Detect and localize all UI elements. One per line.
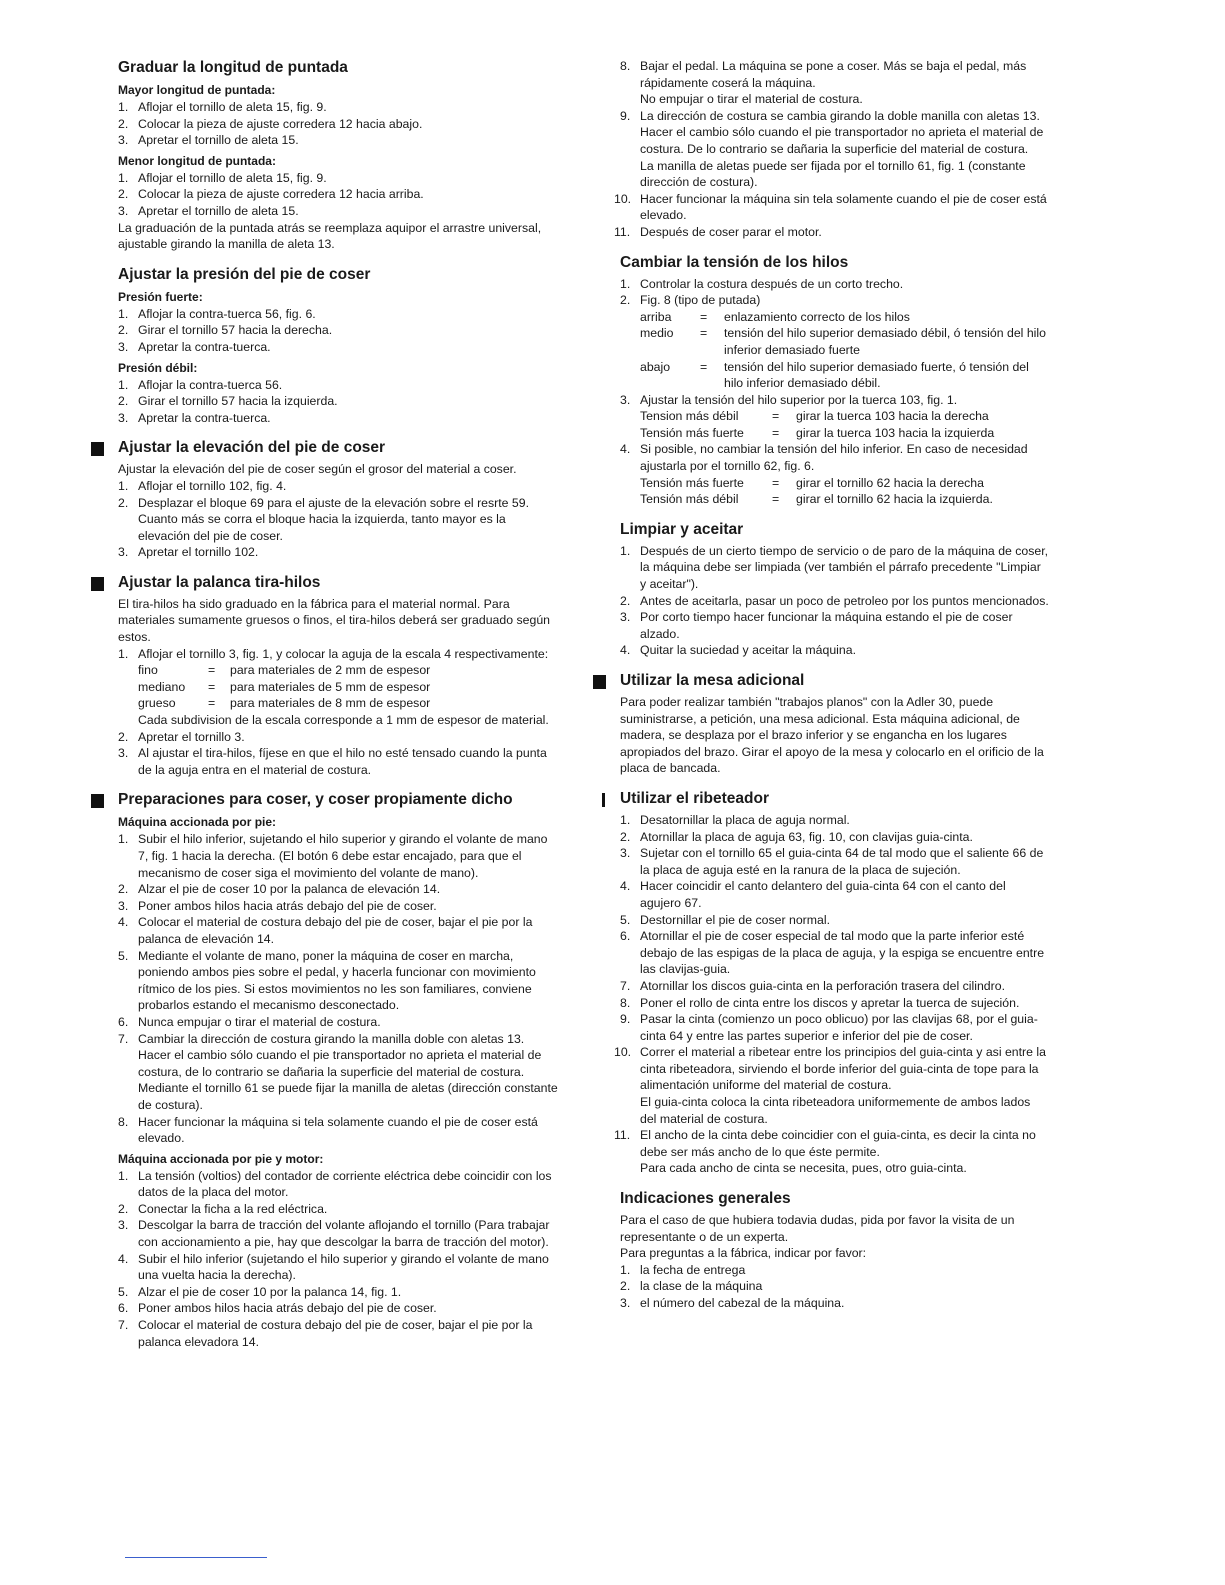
footer-rule — [125, 1557, 267, 1558]
subheading: Mayor longitud de puntada: — [118, 83, 276, 97]
section-title: Preparaciones para coser, y coser propiamente dicho — [118, 791, 513, 809]
list-item: 1. la fecha de entrega — [620, 1262, 746, 1277]
section-sewing-prep — [118, 790, 558, 1350]
section-heading — [118, 573, 558, 593]
section-title: Indicaciones generales — [620, 1190, 791, 1208]
section-title: Utilizar la mesa adicional — [620, 672, 805, 689]
list-item: 2. Conectar la ficha a la red eléctrica. — [118, 1201, 328, 1216]
list-item: 6. Atornillar el pie de coser especial de tal modo que la parte inferior esté debajo de las espigas de la placa de aguja, y la espiga se encuentre entre las clavijas-guia. — [620, 929, 1045, 977]
section-marker — [91, 577, 104, 591]
steps-list — [118, 646, 558, 779]
section-marker — [91, 794, 104, 808]
steps-list — [118, 99, 558, 149]
tension-table: Tensión más fuerte = girar el tornillo 62 hacia la derecha Tensión más débil = girar el tornillo 62 hacia la izquierda. — [640, 475, 993, 507]
steps-list — [620, 276, 1050, 508]
section-title: Limpiar y aceitar — [620, 520, 744, 538]
subheading: Máquina accionada por pie: — [118, 815, 277, 830]
section-general — [620, 1189, 1050, 1312]
list-item: 11. El ancho de la cinta debe coincidier con el guia-cinta, es decir la cinta no debe ser más ancho de lo que éste permite. Para cada ancho de cinta se necesita, pues, otro guia-cinta. — [614, 1128, 1036, 1176]
list-item: 5. Destornillar el pie de coser normal. — [620, 912, 831, 927]
list-item: 6. Nunca empujar o tirar el material de costura. — [118, 1014, 381, 1029]
section-heading — [118, 438, 558, 458]
paragraph: Ajustar la elevación del pie de coser según el grosor del material a coser. — [118, 462, 517, 477]
list-item: 9. Pasar la cinta (comienzo un poco oblicuo) por las clavijas 68, por el guia-cinta 64 y entre las partes superior e inferior del pie de coser. — [620, 1012, 1038, 1043]
list-item: 6. Poner ambos hilos hacia atrás debajo del pie de coser. — [118, 1301, 437, 1316]
section-binder — [614, 789, 1050, 1177]
list-item: 10. Correr el material a ribetear entre los principios del guia-cinta y asi entre la cinta ribeteadora, sirviendo el borde inferior del guia-cinta de tope para la alimentación uniforme del material de costura. El guia-cinta coloca la cinta ribeteadora uniformemente de ambos lados del material de costura. — [614, 1045, 1046, 1126]
section-take-up-lever — [118, 573, 558, 779]
list-item: 1. Desatornillar la placa de aguja normal. — [620, 812, 850, 827]
list-item: 1. Aflojar el tornillo 3, fig. 1, y colocar la aguja de la escala 4 respectivamente: fino = para materiales de 2 mm de espesor mediano = para materiales de 5 mm de espesor grueso = para materiales de 8 mm de espesor Cada subdivision de la escala corresponde a 1 mm de espesor de material. — [118, 646, 558, 729]
paragraph: La graduación de la puntada atrás se reemplaza aquipor el arrastre universal, ajustable girando la manilla de aleta 13. — [118, 220, 542, 252]
list-item: 3. Ajustar la tensión del hilo superior por la tuerca 103, fig. 1. Tension más débil = girar la tuerca 103 hacia la derecha Tensión más fuerte = girar la tuerca 103 hacia la izquierda — [620, 392, 1050, 442]
list-item: 4. Quitar la suciedad y aceitar la máquina. — [620, 643, 856, 658]
list-item: 9. La dirección de costura se cambia girando la doble manilla con aletas 13. Hacer el cambio sólo cuando el pie transportador no aprieta el material de costura. De lo contrario se dañaria la superficie del material de costura. La manilla de aletas puede ser fijada por el tornillo 61, fig. 1 (constante dirección de costura). — [620, 108, 1044, 190]
list-item: 5. Mediante el volante de mano, poner la máquina de coser en marcha, poniendo ambos pies sobre el pedal, y hacerla funcionar con movimiento rítmico de los pies. Si estos movimientos no les son familiares, conviene probarlos estando el mecanismo desconectado. — [118, 948, 536, 1013]
right-column — [614, 58, 1050, 1324]
steps-list — [118, 478, 558, 561]
section-title: Ajustar la palanca tira-hilos — [118, 573, 321, 591]
list-item: 1. Después de un cierto tiempo de servicio o de paro de la máquina de coser, la máquina debe ser limpiada (ver también el párrafo precedente "Limpiar y aceitar"). — [620, 543, 1049, 592]
list-item: 1. Aflojar el tornillo de aleta 15, fig. 9. — [118, 100, 327, 114]
list-item: 2. Desplazar el bloque 69 para el ajuste de la elevación sobre el resrte 59. Cuanto más se corra el bloque hacia la izquierda, tanto mayor es la elevación del pie de coser. — [118, 495, 530, 543]
section-heading — [118, 790, 558, 810]
list-item: 4. Colocar el material de costura debajo del pie de coser, bajar el pie por la palanca de elevación 14. — [118, 915, 533, 946]
list-item: 3. Apretar la contra-tuerca. — [118, 339, 271, 354]
list-item: 8. Poner el rollo de cinta entre los discos y apretar la tuerca de sujeción. — [620, 995, 1020, 1010]
list-item: 2. Alzar el pie de coser 10 por la palanca de elevación 14. — [118, 882, 441, 897]
list-item: 10. Hacer funcionar la máquina sin tela solamente cuando el pie de coser está elevado. — [614, 191, 1047, 223]
list-item: 8. Hacer funcionar la máquina si tela solamente cuando el pie de coser está elevado. — [118, 1114, 538, 1146]
section-title: Ajustar la presión del pie de coser — [118, 265, 371, 283]
section-title: Graduar la longitud de puntada — [118, 59, 348, 76]
list-item: 2. Atornillar la placa de aguja 63, fig. 10, con clavijas guia-cinta. — [620, 829, 973, 844]
steps-list — [118, 170, 558, 220]
list-item: 2. Colocar la pieza de ajuste corredera 12 hacia arriba. — [118, 187, 424, 202]
steps-list — [620, 1262, 1050, 1312]
subheading: Máquina accionada por pie y motor: — [118, 1151, 324, 1166]
list-item: 7. Cambiar la dirección de costura girando la manilla doble con aletas 13. Hacer el cambio sólo cuando el pie transportador no aprieta el material de costura, de lo contrario se dañaria la superficie del material de costura. Mediante el tornillo 61 se puede fijar la manilla de aletas (dirección constante de costura). — [118, 1031, 558, 1112]
steps-list — [620, 543, 1050, 659]
paragraph: Para poder realizar también "trabajos planos" con la Adler 30, puede suministrarse, a petición, una mesa adicional. Esta máquina adicional, de madera, se desplaza por el brazo inferior y se engancha en los lugares apropiados del brazo. Girar el apoyo de la mesa y colocarlo en el orificio de la placa de bancada. — [620, 695, 1044, 776]
subheading: Menor longitud de puntada: — [118, 153, 276, 168]
list-item: 3. Apretar la contra-tuerca. — [118, 410, 271, 425]
section-title: Cambiar la tensión de los hilos — [620, 253, 849, 271]
subheading: Presión fuerte: — [118, 289, 203, 304]
list-item: 1. La tensión (voltios) del contador de corriente eléctrica debe coincidir con los datos de la placa del motor. — [118, 1168, 552, 1200]
section-continuation — [614, 58, 1050, 241]
section-title: Utilizar el ribeteador — [620, 789, 770, 807]
figure-legend-table: arriba = enlazamiento correcto de los hilos medio = tensión del hilo superior demasiado débil, ó tensión del hilo inferior demasiado fuerte abajo = tensión del hilo superior demasiado fuerte, ó tensión del hilo inferior demasiado débil. — [640, 309, 1046, 391]
list-item: 3. Sujetar con el tornillo 65 el guia-cinta 64 de tal modo que el saliente 66 de la placa de aguja esté en la ranura de la placa de sujeción. — [620, 846, 1044, 877]
section-title: Ajustar la elevación del pie de coser — [118, 439, 386, 457]
list-item: 1. Aflojar el tornillo de aleta 15, fig. 9. — [118, 170, 327, 185]
list-item: 2. Girar el tornillo 57 hacia la izquierda. — [118, 394, 338, 409]
steps-list — [118, 306, 558, 356]
list-item: 11. Después de coser parar el motor. — [614, 224, 822, 239]
list-item: 3. Apretar el tornillo de aleta 15. — [118, 133, 299, 148]
subheading: Presión débil: — [118, 360, 198, 375]
list-item: 4. Si posible, no cambiar la tensión del hilo inferior. En caso de necesidad ajustarla por el tornillo 62, fig. 6. Tensión más fuerte = girar el tornillo 62 hacia la derecha Tensión más débil = girar el tornillo 62 hacia la izquierda. — [620, 441, 1050, 507]
list-item: 2. Girar el tornillo 57 hacia la derecha. — [118, 323, 333, 338]
list-item: 8. Bajar el pedal. La máquina se pone a coser. Más se baja el pedal, más rápidamente coserá la máquina. No empujar o tirar el material de costura. — [620, 59, 1027, 107]
list-item: 2. Apretar el tornillo 3. — [118, 729, 245, 744]
section-thread-tension — [620, 253, 1050, 508]
list-item: 7. Atornillar los discos guia-cinta en la perforación trasera del cilindro. — [620, 978, 1005, 993]
list-item: 2. Fig. 8 (tipo de putada) arriba = enlazamiento correcto de los hilos medio = tensión del hilo superior demasiado débil, ó tensión del hilo inferior demasiado fuerte abajo = tensión del hilo superior demasiado fuerte, ó tensión del hilo inferior demasiado débil. — [620, 292, 1050, 392]
paragraph: Para preguntas a la fábrica, indicar por favor: — [620, 1246, 867, 1261]
list-item: 4. Hacer coincidir el canto delantero del guia-cinta 64 con el canto del agujero 67. — [620, 879, 1006, 910]
section-cleaning — [620, 520, 1050, 659]
list-item: 7. Colocar el material de costura debajo del pie de coser, bajar el pie por la palanca elevadora 14. — [118, 1318, 533, 1349]
section-presser-lift — [118, 438, 558, 561]
list-item: 3. Descolgar la barra de tracción del volante aflojando el tornillo (Para trabajar con accionamiento a pie, hay que descolgar la barra de tracción del motor). — [118, 1218, 550, 1250]
section-stitch-length — [118, 58, 558, 253]
steps-list — [118, 831, 558, 1146]
list-item: 3. Apretar el tornillo de aleta 15. — [118, 203, 299, 218]
section-presser-pressure — [118, 265, 558, 427]
left-column — [118, 58, 558, 1362]
section-marker — [91, 442, 104, 456]
list-item: 2. la clase de la máquina — [620, 1279, 763, 1294]
list-item: 3. Al ajustar el tira-hilos, fíjese en que el hilo no esté tensado cuando la punta de la aguja entra en el material de costura. — [118, 746, 547, 777]
list-item: 3. Por corto tiempo hacer funcionar la máquina estando el pie de coser alzado. — [620, 610, 1013, 641]
scale-table: fino = para materiales de 2 mm de espesor mediano = para materiales de 5 mm de espesor grueso = para materiales de 8 mm de espesor — [138, 663, 431, 711]
list-item: 1. Aflojar la contra-tuerca 56. — [118, 377, 283, 392]
list-item: 3. Apretar el tornillo 102. — [118, 545, 259, 560]
paragraph: Para el caso de que hubiera todavia dudas, pida por favor la visita de un representante o de un experta. — [620, 1213, 1015, 1244]
steps-list — [118, 377, 558, 427]
list-item: 4. Subir el hilo inferior (sujetando el hilo superior y girando el volante de mano una vuelta hacia la derecha). — [118, 1251, 549, 1283]
list-item: 1. Aflojar la contra-tuerca 56, fig. 6. — [118, 306, 316, 321]
steps-list — [118, 1168, 558, 1351]
steps-list — [614, 812, 1050, 1177]
section-heading — [620, 671, 1050, 691]
list-item: 3. Poner ambos hilos hacia atrás debajo del pie de coser. — [118, 898, 437, 913]
paragraph: Cada subdivision de la escala corresponde a 1 mm de espesor de material. — [138, 713, 549, 728]
list-item: 5. Alzar el pie de coser 10 por la palanca 14, fig. 1. — [118, 1284, 402, 1299]
steps-list — [614, 58, 1050, 241]
list-item: 2. Colocar la pieza de ajuste corredera 12 hacia abajo. — [118, 116, 423, 131]
list-item: 2. Antes de aceitarla, pasar un poco de petroleo por los puntos mencionados. — [620, 593, 1049, 608]
paragraph: El tira-hilos ha sido graduado en la fábrica para el material normal. Para materiales sumamente gruesos o finos, el tira-hilos deberá ser graduado según estos. — [118, 596, 550, 645]
section-extra-table — [620, 671, 1050, 777]
list-item: 1. Subir el hilo inferior, sujetando el hilo superior y girando el volante de mano 7, fig. 1 hacia la derecha. (El botón 6 debe estar encajado, para que el mecanismo de coser siga el movimiento del volante de mano). — [118, 832, 548, 880]
list-item: 1. Aflojar el tornillo 102, fig. 4. — [118, 478, 287, 493]
section-heading — [620, 789, 1050, 809]
list-item: 3. el número del cabezal de la máquina. — [620, 1296, 845, 1310]
tension-table: Tension más débil = girar la tuerca 103 hacia la derecha Tensión más fuerte = girar la tuerca 103 hacia la izquierda — [640, 409, 995, 440]
section-marker — [602, 793, 605, 807]
section-marker — [593, 675, 606, 689]
list-item: 1. Controlar la costura después de un corto trecho. — [620, 276, 904, 291]
